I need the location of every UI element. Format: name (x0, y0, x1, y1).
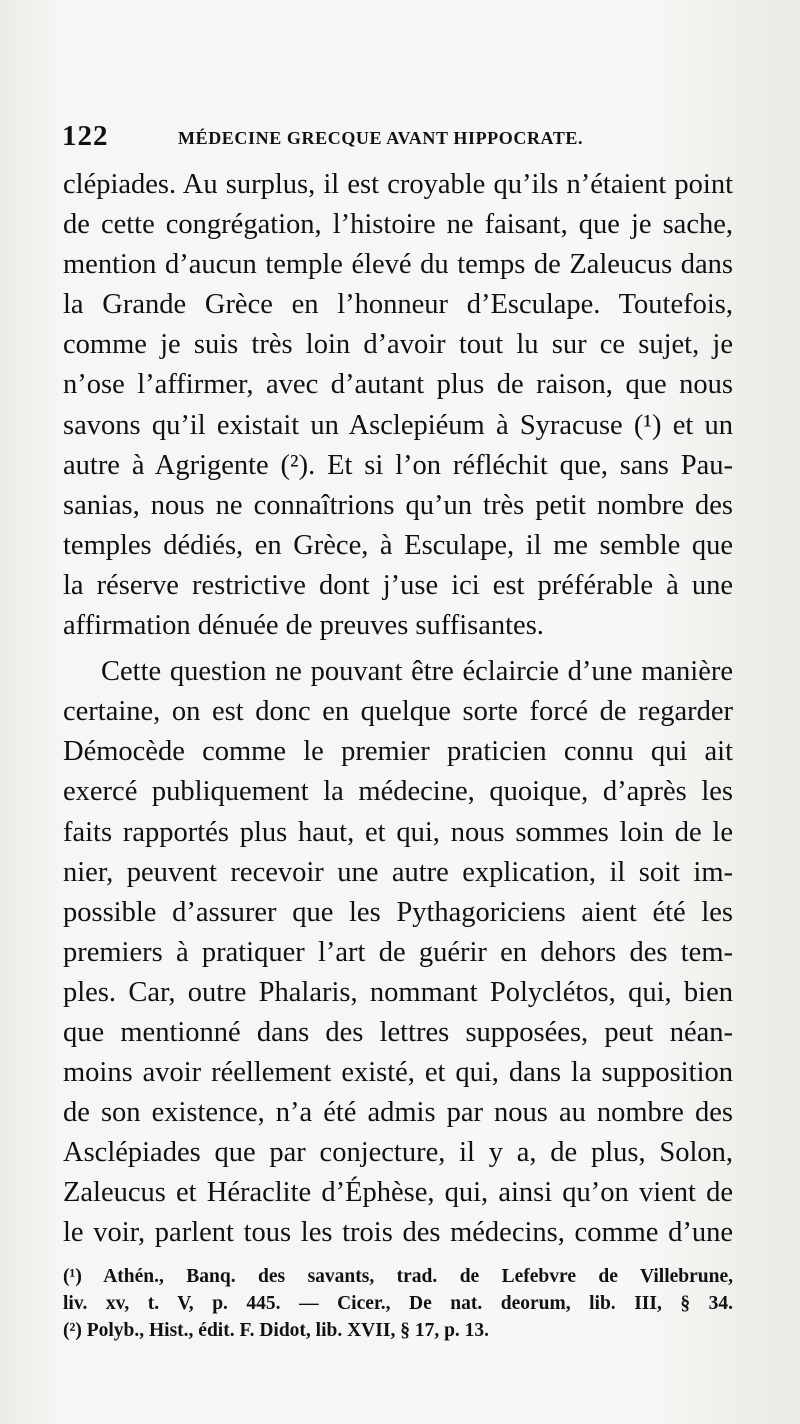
text-line: le voir, parlent tous les trois des médecins, comme d’une (63, 1217, 733, 1249)
text-line: de cette congrégation, l’histoire ne faisant, que je sache, (63, 209, 733, 241)
text-line: la Grande Grèce en l’honneur d’Esculape. Toutefois, (63, 289, 733, 321)
page-number: 122 (62, 120, 109, 152)
text-line: certaine, on est donc en quelque sorte forcé de regarder (63, 696, 733, 728)
text-line: premiers à pratiquer l’art de guérir en dehors des tem- (63, 936, 733, 968)
text-line: faits rapportés plus haut, et qui, nous sommes loin de le (63, 816, 733, 848)
text-line: ples. Car, outre Phalaris, nommant Polyclétos, qui, bien (63, 976, 733, 1008)
text-line: sanias, nous ne connaîtrions qu’un très petit nombre des (63, 489, 733, 521)
text-line: affirmation dénuée de preuves suffisantes. (63, 610, 544, 642)
text-line: nier, peuvent recevoir une autre explication, il soit im- (63, 856, 733, 888)
footnote-line: liv. xv, t. V, p. 445. — Cicer., De nat. deorum, lib. III, § 34. (63, 1293, 733, 1314)
text-line: Démocède comme le premier praticien connu qui ait (63, 736, 733, 768)
paragraph-2 (63, 652, 733, 1253)
text-line: exercé publiquement la médecine, quoique, d’après les (63, 776, 733, 808)
text-line: n’ose l’affirmer, avec d’autant plus de raison, que nous (63, 369, 733, 401)
footnotes (63, 1263, 733, 1344)
text-line: Cette question ne pouvant être éclaircie d’une manière (101, 656, 733, 688)
text-line: que mentionné dans des lettres supposées, peut néan- (63, 1016, 733, 1048)
text-line: savons qu’il existait un Asclepiéum à Syracuse (¹) et un (63, 409, 733, 441)
text-line: autre à Agrigente (²). Et si l’on réfléchit que, sans Pau- (63, 449, 733, 481)
text-line: de son existence, n’a été admis par nous au nombre des (63, 1097, 733, 1129)
text-line: possible d’assurer que les Pythagoriciens aient été les (63, 896, 733, 928)
text-line: la réserve restrictive dont j’use ici est préférable à une (63, 569, 733, 601)
body-text (63, 165, 733, 1254)
text-line: temples dédiés, en Grèce, à Esculape, il me semble que (63, 529, 733, 561)
text-line: Asclépiades que par conjecture, il y a, de plus, Solon, (63, 1137, 733, 1169)
footnote-line: (¹) Athén., Banq. des savants, trad. de Lefebvre de Villebrune, (63, 1266, 733, 1287)
text-line: Zaleucus et Héraclite d’Éphèse, qui, ainsi qu’on vient de (63, 1177, 733, 1209)
footnote-line: (²) Polyb., Hist., édit. F. Didot, lib. XVII, § 17, p. 13. (63, 1320, 490, 1341)
running-head: MÉDECINE GRECQUE AVANT HIPPOCRATE. (178, 128, 584, 148)
text-line: comme je suis très loin d’avoir tout lu sur ce sujet, je (63, 329, 733, 361)
text-line: mention d’aucun temple élevé du temps de Zaleucus dans (63, 249, 733, 281)
text-line: clépiades. Au surplus, il est croyable qu’ils n’étaient point (63, 169, 733, 200)
text-line: moins avoir réellement existé, et qui, dans la supposition (63, 1057, 733, 1089)
page-header (62, 120, 742, 160)
paragraph-1 (63, 165, 733, 646)
